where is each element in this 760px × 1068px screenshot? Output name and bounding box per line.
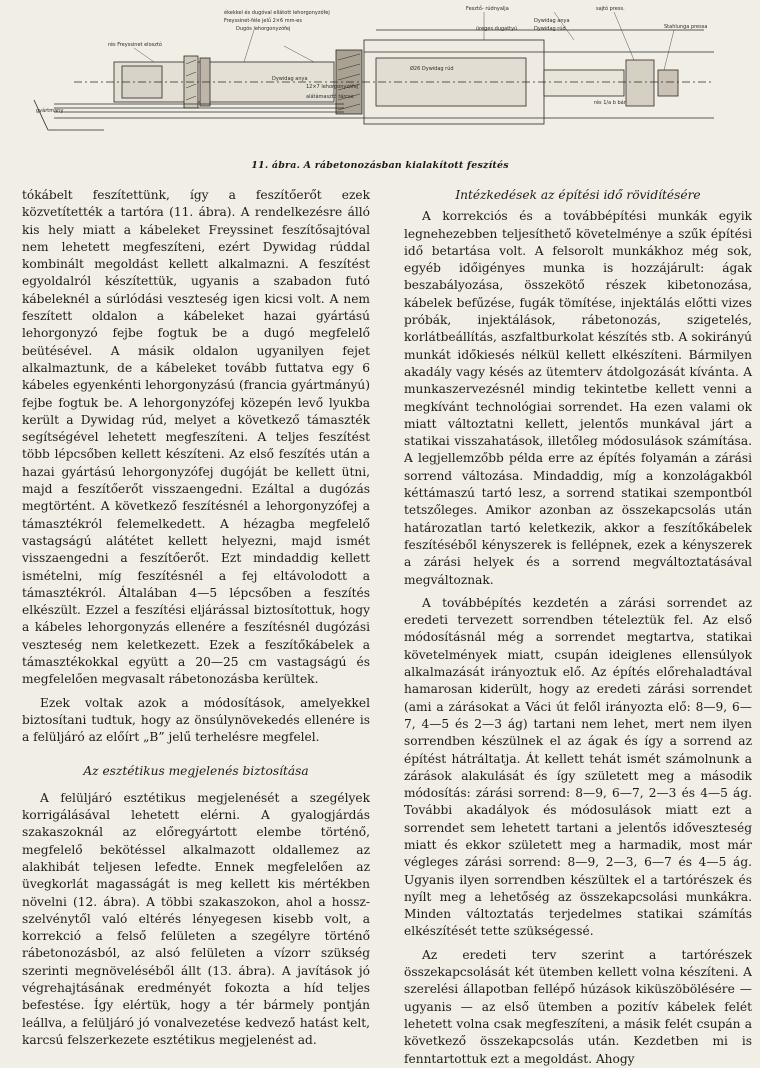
label-freyssinet: rés Freyssinet elosztó bbox=[108, 42, 162, 48]
label-stay: Stahlunga pressa bbox=[664, 24, 708, 30]
anchorage-drawing bbox=[14, 0, 746, 150]
label-cable: 12×7 lehorgonyzófej bbox=[306, 84, 359, 90]
label-bottomright: rés 1/a b bár bbox=[594, 100, 626, 106]
label-wedge: ékekkel és dugóval ellátott lehorgonyzófej bbox=[224, 10, 330, 16]
section-heading-schedule: Intézkedések az építési idő rövidítésére bbox=[455, 188, 701, 202]
right-paragraph-1: A korrekciós és a továbbépítési munkák egyik legnehezebben teljesíthető követelménye a szűk építési idő betartása volt. A felsorolt munkákhoz még sok, egyéb időigényes munka is hozzájárult: ágak beszabályozása, összekötő részek kibetonozása, kábelek befűzése, fugák tömítése, injektálás előtti vizes próbák, injektálások, rábetonozás, szigetelés, korlátbeállítás, aszfaltburkolat készítés stb. A sokirányú munkát időkiesés nélkül kellett elkészíteni. Bármilyen akadály vagy késés az ütemterv átdolgozását kívánta. A munkaszervezésnél mindig tekintetbe kellett venni a megkívánt technológiai sorrendet. Ha ezen valami ok miatt változtatni kellett, jelentős munkával járt a statikai visszahatások, illetőleg módosulások számítása. A legjellemzőbb példa erre az építés folyamán a zárási sorrend változása. Mindaddig, míg a konzolágakból kéttámaszú tartó lesz, a sorrend statikai szempontból tetszőleges. Amikor azonban az összekapcsolás után határozatlan tartó keletkezik, akkor a feszítőkábelek feszítéséből kényszerek is fellépnek, ezek a kényszerek a zárási helyek és a sorrend megváltoztatásával megváltoznak. bbox=[404, 209, 752, 587]
right-paragraph-2: A továbbépítés kezdetén a zárási sorrendet az eredeti tervezett sorrendben tételeztük fel. Az első módosításnál még a sorrendet megtartva, statikai követelmények miatt, csupán ideiglenes ellensúlyok alkalmazását irányoztuk elő. Az építés előrehaladtával hamarosan kiderült, hogy az eredeti zárási sorrendet (ami a zárásokat a Váci út felől irányozta elő: 8—9, 6—7, 4—5 és 2—3 ág) tartani nem lehet, mert nem ilyen sorrendben készülnek el az ágak és így a sorrend az építést hátráltatja. Át kellett tehát ismét számolnunk a zárások alakulását és így született meg a második módosítás: zárási sorrend: 8—9, 6—7, 2—3 és 4—5 ág. További akadályok és módosulások miatt ezt a sorrendet sem lehetett tartani a jelentős időveszteség miatt és ekkor született meg a harmadik, most már végleges zárási sorrend: 8—9, 2—3, 6—7 és 4—5 ág. Ugyanis ilyen sorrendben készültek el a tartórészek és nyílt meg a lehetőség az összekapcsolási munkákra. Minden változtatás terjedelmes statikai számítás elkészítését tette szükségessé. bbox=[404, 595, 752, 939]
label-bottomleft: gyártmány bbox=[36, 108, 64, 114]
left-paragraph-1: tókábelt feszítettünk, így a feszítőerőt ezek közvetítették a tartóra (11. ábra). A rendelkezésre álló kis hely miatt a kábeleket Freyssinet feszítősajtóval nem lehetett megfeszíteni, ezért Dywidag rúddal kombinált megoldást kellett alkalmazni. A feszítést egyoldalról készítettük, ugyanis a szabadon futó kábeleknél a súrlódási veszteség igen kicsi volt. A nem feszített oldalon a kábeleket hazai gyártású lehorgonyzó fejbe fogtuk be a dugó megfelelő beütésével. A másik oldalon ugyanilyen fejet alkalmaztunk, de a kábeleket tovább futtatva egy 6 kábeles egyenkénti lehorgonyzású (francia gyártmányú) fejbe fogtuk be. A lehorgonyzófej közepén levő lyukba került a Dywidag rúd, melyet a következő támaszték segítségével lehetett megfeszíteni. A teljes feszítést több lépcsőben kellett készíteni. Az első feszítés után a hazai gyártású lehorgonyzófej dugóját be kellett ütni, majd a feszítőerőt visszaengedni. Ezáltal a dugózás megtörtént. A következő feszítésnél a lehorgonyzófej a támasztékról felemelkedett. A hézagba megfelelő vastagságú alátétet kellett helyezni, majd ismét visszaengedni a feszítőerőt. Ezt mindaddig kellett ismételni, míg feszítésnél a fej eltávolodott a támasztékról. Általában 4—5 lépcsőben a feszítés elkészült. Ezzel a feszítési eljárással biztosítottuk, hogy a kábeles lehorgonyzás ellenére a feszítésnél dugózási veszteség nem keletkezett. Ezek a feszítőkábelek a támasztékokkal együtt a 20—25 cm vastagságú és megfelelően megvasalt rábetonozásba kerültek. bbox=[22, 188, 370, 687]
right-column bbox=[404, 187, 752, 1068]
anchorage-figure bbox=[14, 0, 746, 150]
label-rod: Ø26 Dywidag rúd bbox=[410, 66, 454, 72]
left-paragraph-3: A felüljáró esztétikus megjelenését a szegélyek korrigálásával lehetett elérni. A gyalogjárdás szakaszoknál az előregyártott elembe történő, megfelelő bekötéssel alkalmazott oldallemez az alakhibát teljesen lefedte. Ennek megfelelően az üvegkorlát magasságát is meg kellett kis mértékben növelni (12. ábra). A többi szakaszokon, ahol a hossz-szelvénytől való eltérés lényegesen kisebb volt, a korrekció a felső felületen a szegélyre történő rábetonozásból, az alsó felületen a vízorr szükség szerinti megnöveléséből állt (13. ábra). A javítások jó végrehajtásának eredményét fokozta a híd teljes befestése. Így elértük, hogy a tér bármely pontján leállva, a felüljáró jó vonalvezetése kedvező hatást kelt, karcsú felszerkezete esztétikus megjelenést ad. bbox=[22, 790, 370, 1047]
label-nut: Dywidag anya bbox=[272, 76, 308, 82]
label-support: alátámasztó tárcsa bbox=[306, 94, 354, 100]
label-hollow: üreges dugattyú bbox=[476, 26, 518, 32]
label-top1: Fesztő- rúdnyalja bbox=[466, 6, 509, 12]
label-freyssinet2: Freyssinet-féle jelű 2×6 mm-es bbox=[224, 18, 302, 24]
label-top2: Dywidag anya bbox=[534, 18, 570, 24]
label-top3: Dywidag rúd bbox=[534, 26, 566, 32]
left-paragraph-2: Ezek voltak azok a módosítások, amelyekkel biztosítani tudtuk, hogy az önsúlynövekedés ellenére is a felüljáró az előírt „B” jelű terhelésre megfelel. bbox=[22, 695, 370, 745]
label-presses: sajtó press. bbox=[596, 6, 625, 12]
figure-caption: 11. ábra. A rábetonozásban kialakított feszítés bbox=[251, 160, 509, 171]
section-heading-aesthetics: Az esztétikus megjelenés biztosítása bbox=[83, 763, 309, 778]
left-column bbox=[22, 187, 370, 1049]
label-plug: Dugós lehorgonyzófej bbox=[236, 26, 291, 32]
right-paragraph-3: Az eredeti terv szerint a tartórészek összekapcsolását két ütemben kellett volna készíteni. A szerelési állapotban fellépő húzások kiküszöbölésére — ugyanis — az első ütemben a pozitív kábelek felét lehetett volna csak megfeszíteni, a másik felét csupán a következő összekapcsolás után. Kezdetben mi is fenntartottuk ezt a megoldást. Ahogy bbox=[404, 947, 752, 1066]
